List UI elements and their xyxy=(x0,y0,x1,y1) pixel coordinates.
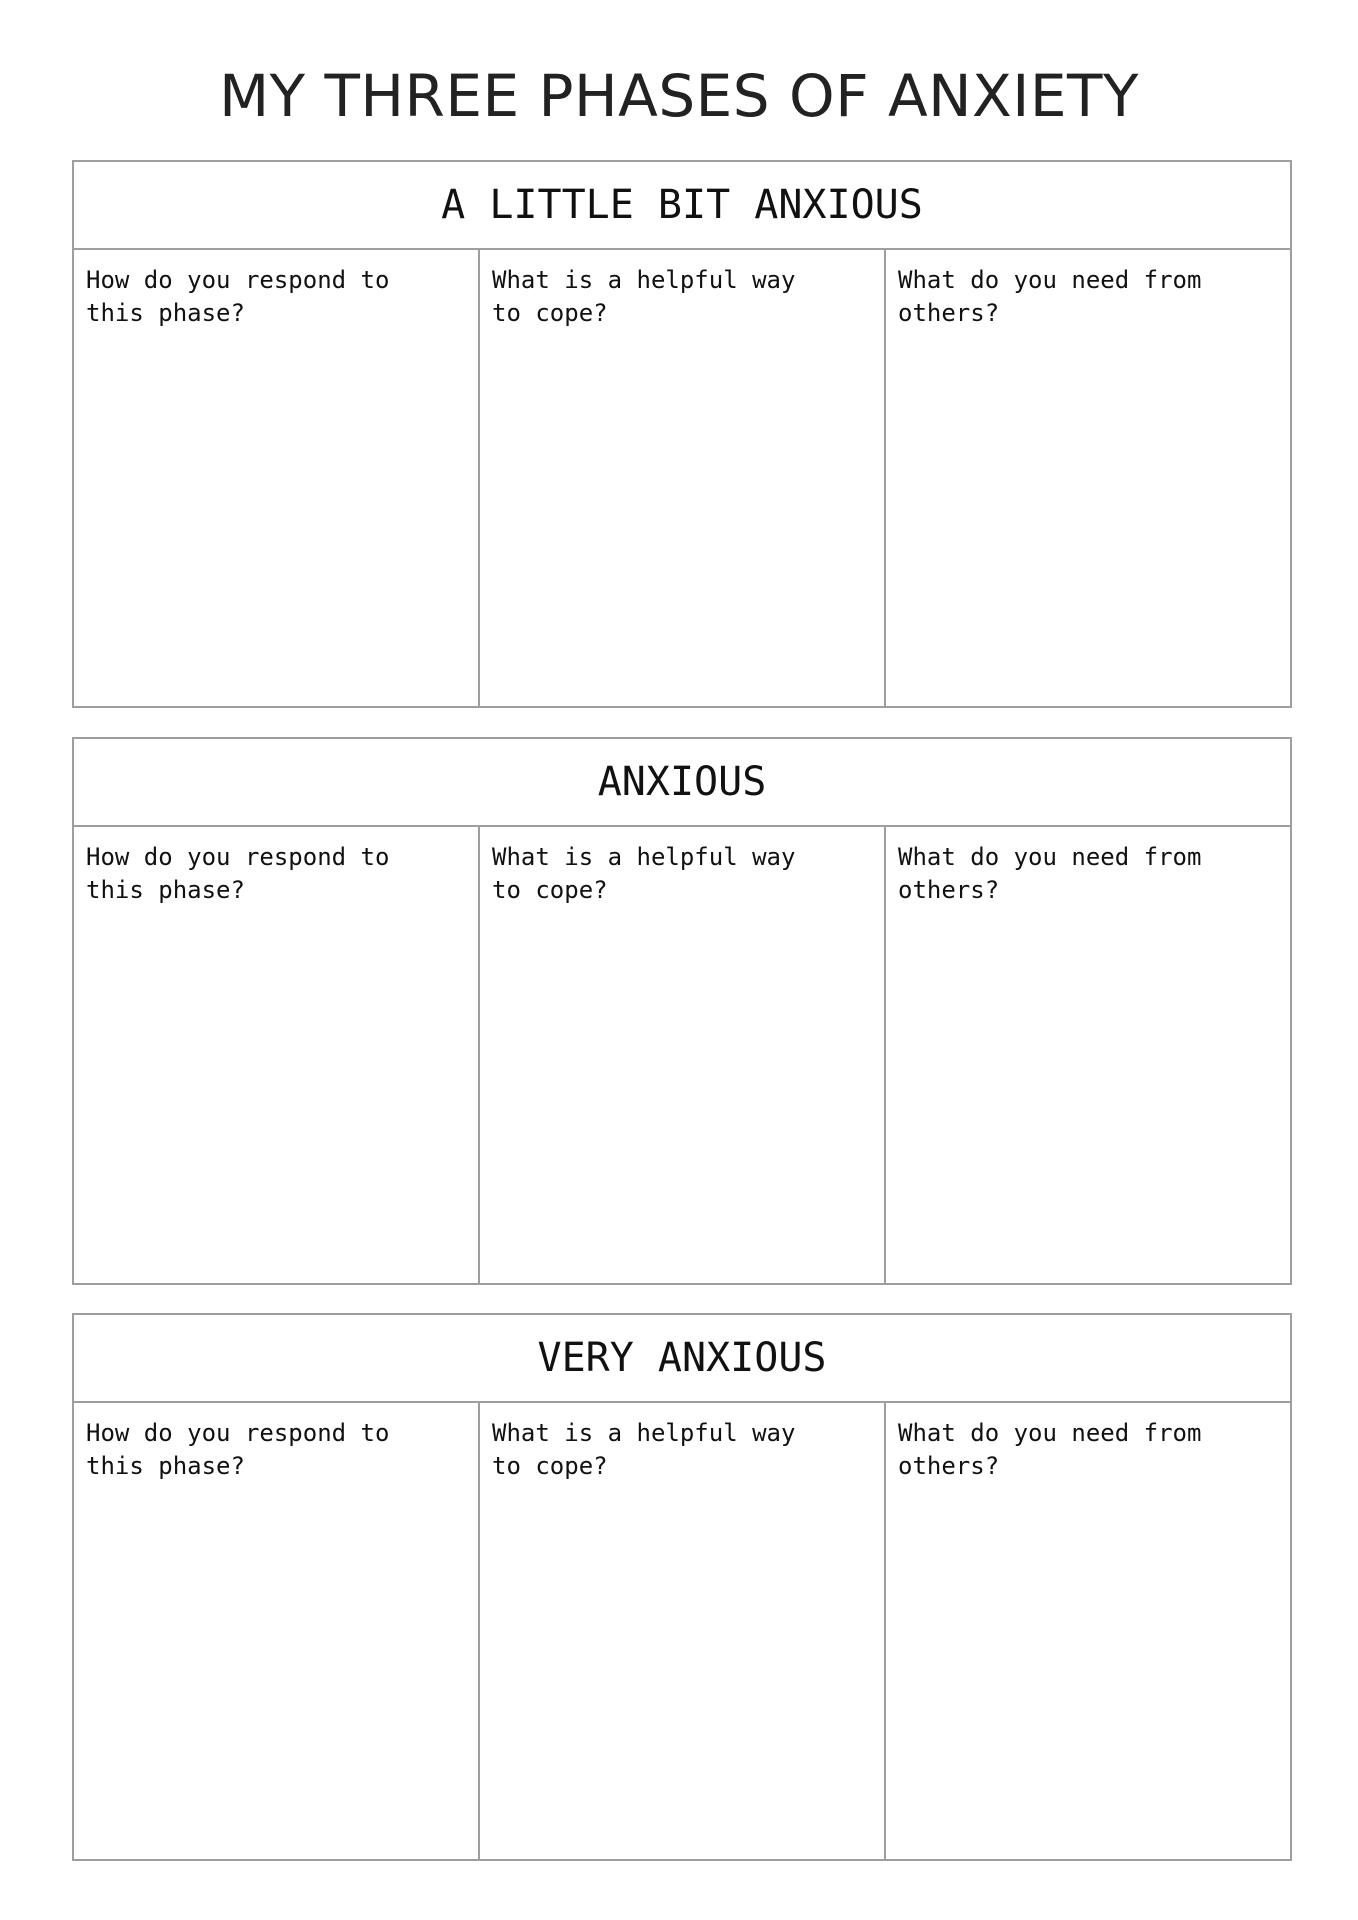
phase-question-row xyxy=(74,827,1290,1283)
respond-question: How do you respond to this phase? xyxy=(86,1419,390,1480)
phase-heading: ANXIOUS xyxy=(74,739,1290,827)
phase-heading: VERY ANXIOUS xyxy=(74,1315,1290,1403)
phase-section-very-anxious xyxy=(72,1313,1292,1861)
needs-question: What do you need from others? xyxy=(898,266,1202,327)
phase-question-row xyxy=(74,250,1290,706)
cope-question: What is a helpful way to cope? xyxy=(492,843,796,904)
respond-question: How do you respond to this phase? xyxy=(86,843,390,904)
needs-cell[interactable] xyxy=(886,827,1290,1283)
page-title: MY THREE PHASES OF ANXIETY xyxy=(219,62,1139,130)
response-cell[interactable] xyxy=(74,1403,480,1859)
needs-cell[interactable] xyxy=(886,250,1290,706)
respond-question: How do you respond to this phase? xyxy=(86,266,390,327)
phase-section-a-little-bit-anxious xyxy=(72,160,1292,708)
needs-question: What do you need from others? xyxy=(898,843,1202,904)
response-cell[interactable] xyxy=(74,827,480,1283)
cope-cell[interactable] xyxy=(480,1403,886,1859)
phase-question-row xyxy=(74,1403,1290,1859)
cope-cell[interactable] xyxy=(480,250,886,706)
needs-cell[interactable] xyxy=(886,1403,1290,1859)
cope-cell[interactable] xyxy=(480,827,886,1283)
needs-question: What do you need from others? xyxy=(898,1419,1202,1480)
response-cell[interactable] xyxy=(74,250,480,706)
cope-question: What is a helpful way to cope? xyxy=(492,266,796,327)
phase-section-anxious xyxy=(72,737,1292,1285)
phase-heading: A LITTLE BIT ANXIOUS xyxy=(74,162,1290,250)
cope-question: What is a helpful way to cope? xyxy=(492,1419,796,1480)
